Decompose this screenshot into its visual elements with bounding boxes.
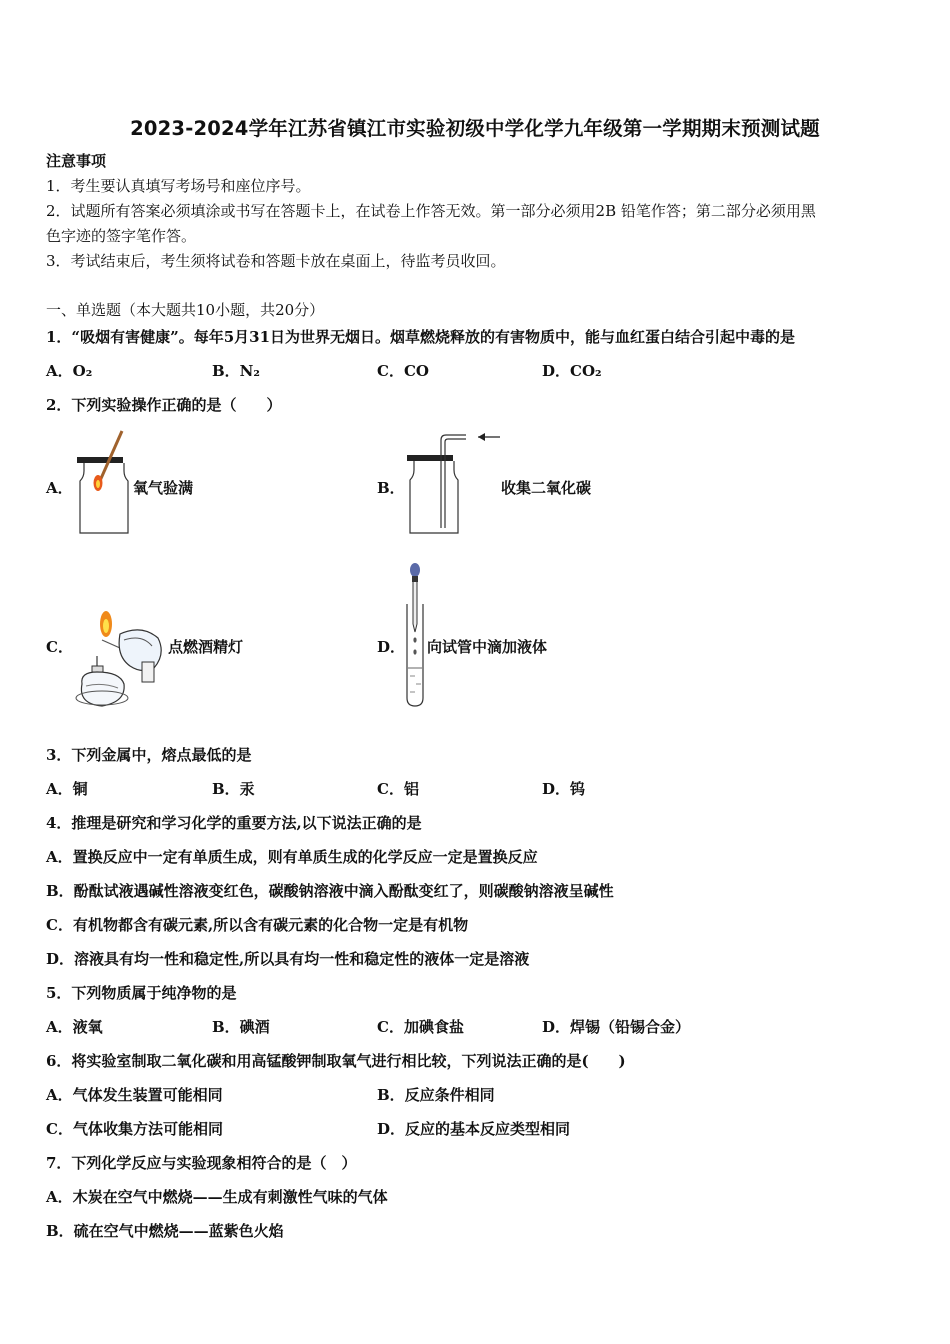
alcohol-lamp-icon <box>72 602 172 712</box>
q2-option-a-letter: A． <box>46 479 73 497</box>
question-5-stem: 5．下列物质属于纯净物的是 <box>46 984 237 1002</box>
notice-item: 色字迹的签字笔作答。 <box>46 227 197 245</box>
q3-option-b: B．汞 <box>212 780 255 798</box>
q4-option-b: B．酚酞试液遇碱性溶液变红色，碳酸钠溶液中滴入酚酞变红了，则碳酸钠溶液呈碱性 <box>46 882 614 900</box>
q7-option-b: B．硫在空气中燃烧——蓝紫色火焰 <box>46 1222 284 1240</box>
q3-option-d: D．钨 <box>542 780 586 798</box>
q6-option-c: C．气体收集方法可能相同 <box>46 1120 223 1138</box>
q7-option-a: A．木炭在空气中燃烧——生成有刺激性气味的气体 <box>46 1188 388 1206</box>
q4-option-d: D．溶液具有均一性和稳定性,所以具有均一性和稳定性的液体一定是溶液 <box>46 950 530 968</box>
q4-option-c: C．有机物都含有碳元素,所以含有碳元素的化合物一定是有机物 <box>46 916 469 934</box>
q4-option-a: A．置换反应中一定有单质生成，则有单质生成的化学反应一定是置换反应 <box>46 848 538 866</box>
q1-option-c: C．CO <box>377 362 429 380</box>
q2-option-c-text: 点燃酒精灯 <box>168 638 244 656</box>
question-6-stem: 6．将实验室制取二氧化碳和用高锰酸钾制取氧气进行相比较，下列说法正确的是( ) <box>46 1052 626 1070</box>
notice-item: 1．考生要认真填写考场号和座位序号。 <box>46 177 311 195</box>
q3-option-c: C．铝 <box>377 780 419 798</box>
question-2-stem: 2．下列实验操作正确的是（ ） <box>46 396 282 414</box>
q1-option-b: B．N₂ <box>212 362 260 380</box>
gas-collection-bottle-icon <box>400 428 510 538</box>
section-heading: 一、单选题（本大题共10小题，共20分） <box>46 301 325 319</box>
q2-option-c-letter: C． <box>46 638 73 656</box>
question-4-stem: 4．推理是研究和学习化学的重要方法,以下说法正确的是 <box>46 814 422 832</box>
dropper-test-tube-icon <box>402 560 432 710</box>
oxygen-test-bottle-icon <box>70 425 140 537</box>
q5-option-a: A．液氧 <box>46 1018 103 1036</box>
notice-item: 2．试题所有答案必须填涂或书写在答题卡上，在试卷上作答无效。第一部分必须用2B 铅笔作答；第二部分必须用黑 <box>46 202 816 220</box>
q2-option-b-text: 收集二氧化碳 <box>501 479 592 497</box>
q1-option-a: A．O₂ <box>46 362 93 380</box>
q2-option-d-letter: D． <box>377 638 406 656</box>
q2-option-d-text: 向试管中滴加液体 <box>427 638 548 656</box>
q5-option-c: C．加碘食盐 <box>377 1018 464 1036</box>
q6-option-a: A．气体发生装置可能相同 <box>46 1086 223 1104</box>
page-title: 2023-2024学年江苏省镇江市实验初级中学化学九年级第一学期期末预测试题 <box>130 117 820 140</box>
q6-option-d: D．反应的基本反应类型相同 <box>377 1120 571 1138</box>
q6-option-b: B．反应条件相同 <box>377 1086 495 1104</box>
notice-heading: 注意事项 <box>46 152 107 170</box>
q3-option-a: A．铜 <box>46 780 88 798</box>
q2-option-b-letter: B． <box>377 479 405 497</box>
question-7-stem: 7．下列化学反应与实验现象相符合的是（ ） <box>46 1154 357 1172</box>
question-1-stem: 1．“吸烟有害健康”。每年5月31日为世界无烟日。烟草燃烧释放的有害物质中，能与血红蛋白结合引起中毒的是 <box>46 328 796 346</box>
notice-item: 3．考试结束后，考生须将试卷和答题卡放在桌面上，待监考员收回。 <box>46 252 506 270</box>
q5-option-b: B．碘酒 <box>212 1018 270 1036</box>
q5-option-d: D．焊锡（铅锡合金） <box>542 1018 691 1036</box>
q2-option-a-text: 氧气验满 <box>133 479 194 497</box>
question-3-stem: 3．下列金属中，熔点最低的是 <box>46 746 252 764</box>
q1-option-d: D．CO₂ <box>542 362 602 380</box>
